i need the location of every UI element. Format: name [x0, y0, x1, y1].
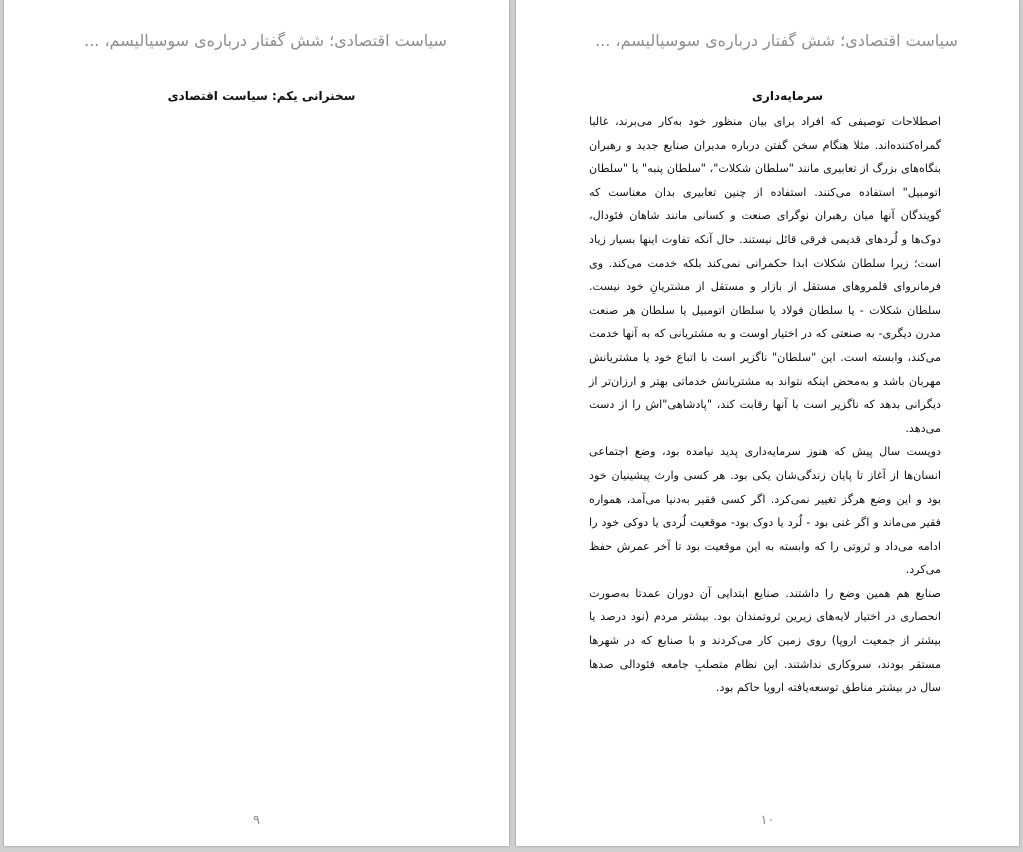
left-page	[4, 0, 509, 846]
page-number: ۱۰	[760, 813, 775, 828]
paragraph: اصطلاحات توصیفی که افراد برای بیان منظور خود به‌کار می‌برند، غالبا گمراه‌کننده‌اند. مثلا هنگام سخن گفتن درباره مدیران صنایع جدید و رهبران بنگاه‌های بزرگ از تعابیری مانند "سلطان شکلات"، "سلطان پنبه" یا "سلطان اتومبیل" استفاده می‌کنند. استفاده از چنین تعابیری بدان معناست که گویندگان آنها میان رهبران نوگرای صنعت و کسانی مانند شاهان فئودال، دوک‌ها و لُردهای قدیمی فرقی قائل نیستند. حال آنکه تفاوت اینها بسیار زیاد است؛ زیرا سلطان شکلات ابدا حکمرانی نمی‌کند بلکه خدمت می‌کند. وی فرمانروای قلمروهای مستقل از بازار و مستقل از مشتریانِ خود نیست. سلطان شکلات - یا سلطان فولاد یا سلطان اتومبیل یا سلطان هر صنعت مدرن دیگری- به صنعتی که در اختیار اوست و به مشتریانی که به آنها خدمت می‌کند، وابسته است. این "سلطان" ناگزیر است با اتباع خود یا مشتریانش مهربان باشد و به‌محض اینکه نتواند به مشتریانش خدماتی بهتر و ارزان‌تر از دیگرانی بدهد که ناگزیر است با آنها رقابت کند، "پادشاهی"اش را از دست می‌دهد.	[589, 115, 941, 435]
chapter-heading: سخنرانی یکم: سیاست اقتصادی	[167, 89, 356, 103]
running-header: سیاست اقتصادی؛ شش گفتار درباره‌ی سوسیالیسم، ...	[595, 31, 958, 50]
section-title: سرمایه‌داری	[751, 89, 824, 103]
running-header: سیاست اقتصادی؛ شش گفتار درباره‌ی سوسیالیسم، ...	[84, 31, 447, 50]
paragraph: صنایع هم همین وضع را داشتند. صنایع ابتدایی آن دوران عمدتا به‌صورت انحصاری در اختیار لایه‌های زیرین ثروتمندان بود. بیشتر مردم (نود درصد یا بیشتر از جمعیت اروپا) روی زمین کار می‌کردند و با صنایع که در شهرها مستقر بودند، سروکاری نداشتند. این نظام متصلبِ جامعه فئودالی صدها سال در بیشتر مناطق توسعه‌یافته اروپا حاکم بود.	[589, 586, 941, 695]
paragraph: دویست سال پیش که هنوز سرمایه‌داری پدید نیامده بود، وضع اجتماعی انسان‌ها از آغاز تا پایان زندگی‌شان یکی بود. هر کسی وارث پیشینیان خود بود و این وضع هرگز تغییر نمی‌کرد. اگر کسی فقیر به‌دنیا می‌آمد، همواره فقیر می‌ماند و اگر غنی بود - لُرد یا دوک بود- موقعیت لُردی یا دوکی خود را ادامه می‌داد و ثروتی را که وابسته به این موقعیت بود تا آخر عمرش حفظ می‌کرد.	[589, 445, 941, 577]
page-number: ۹	[253, 813, 260, 828]
right-page	[516, 0, 1019, 846]
body-text	[589, 110, 941, 700]
